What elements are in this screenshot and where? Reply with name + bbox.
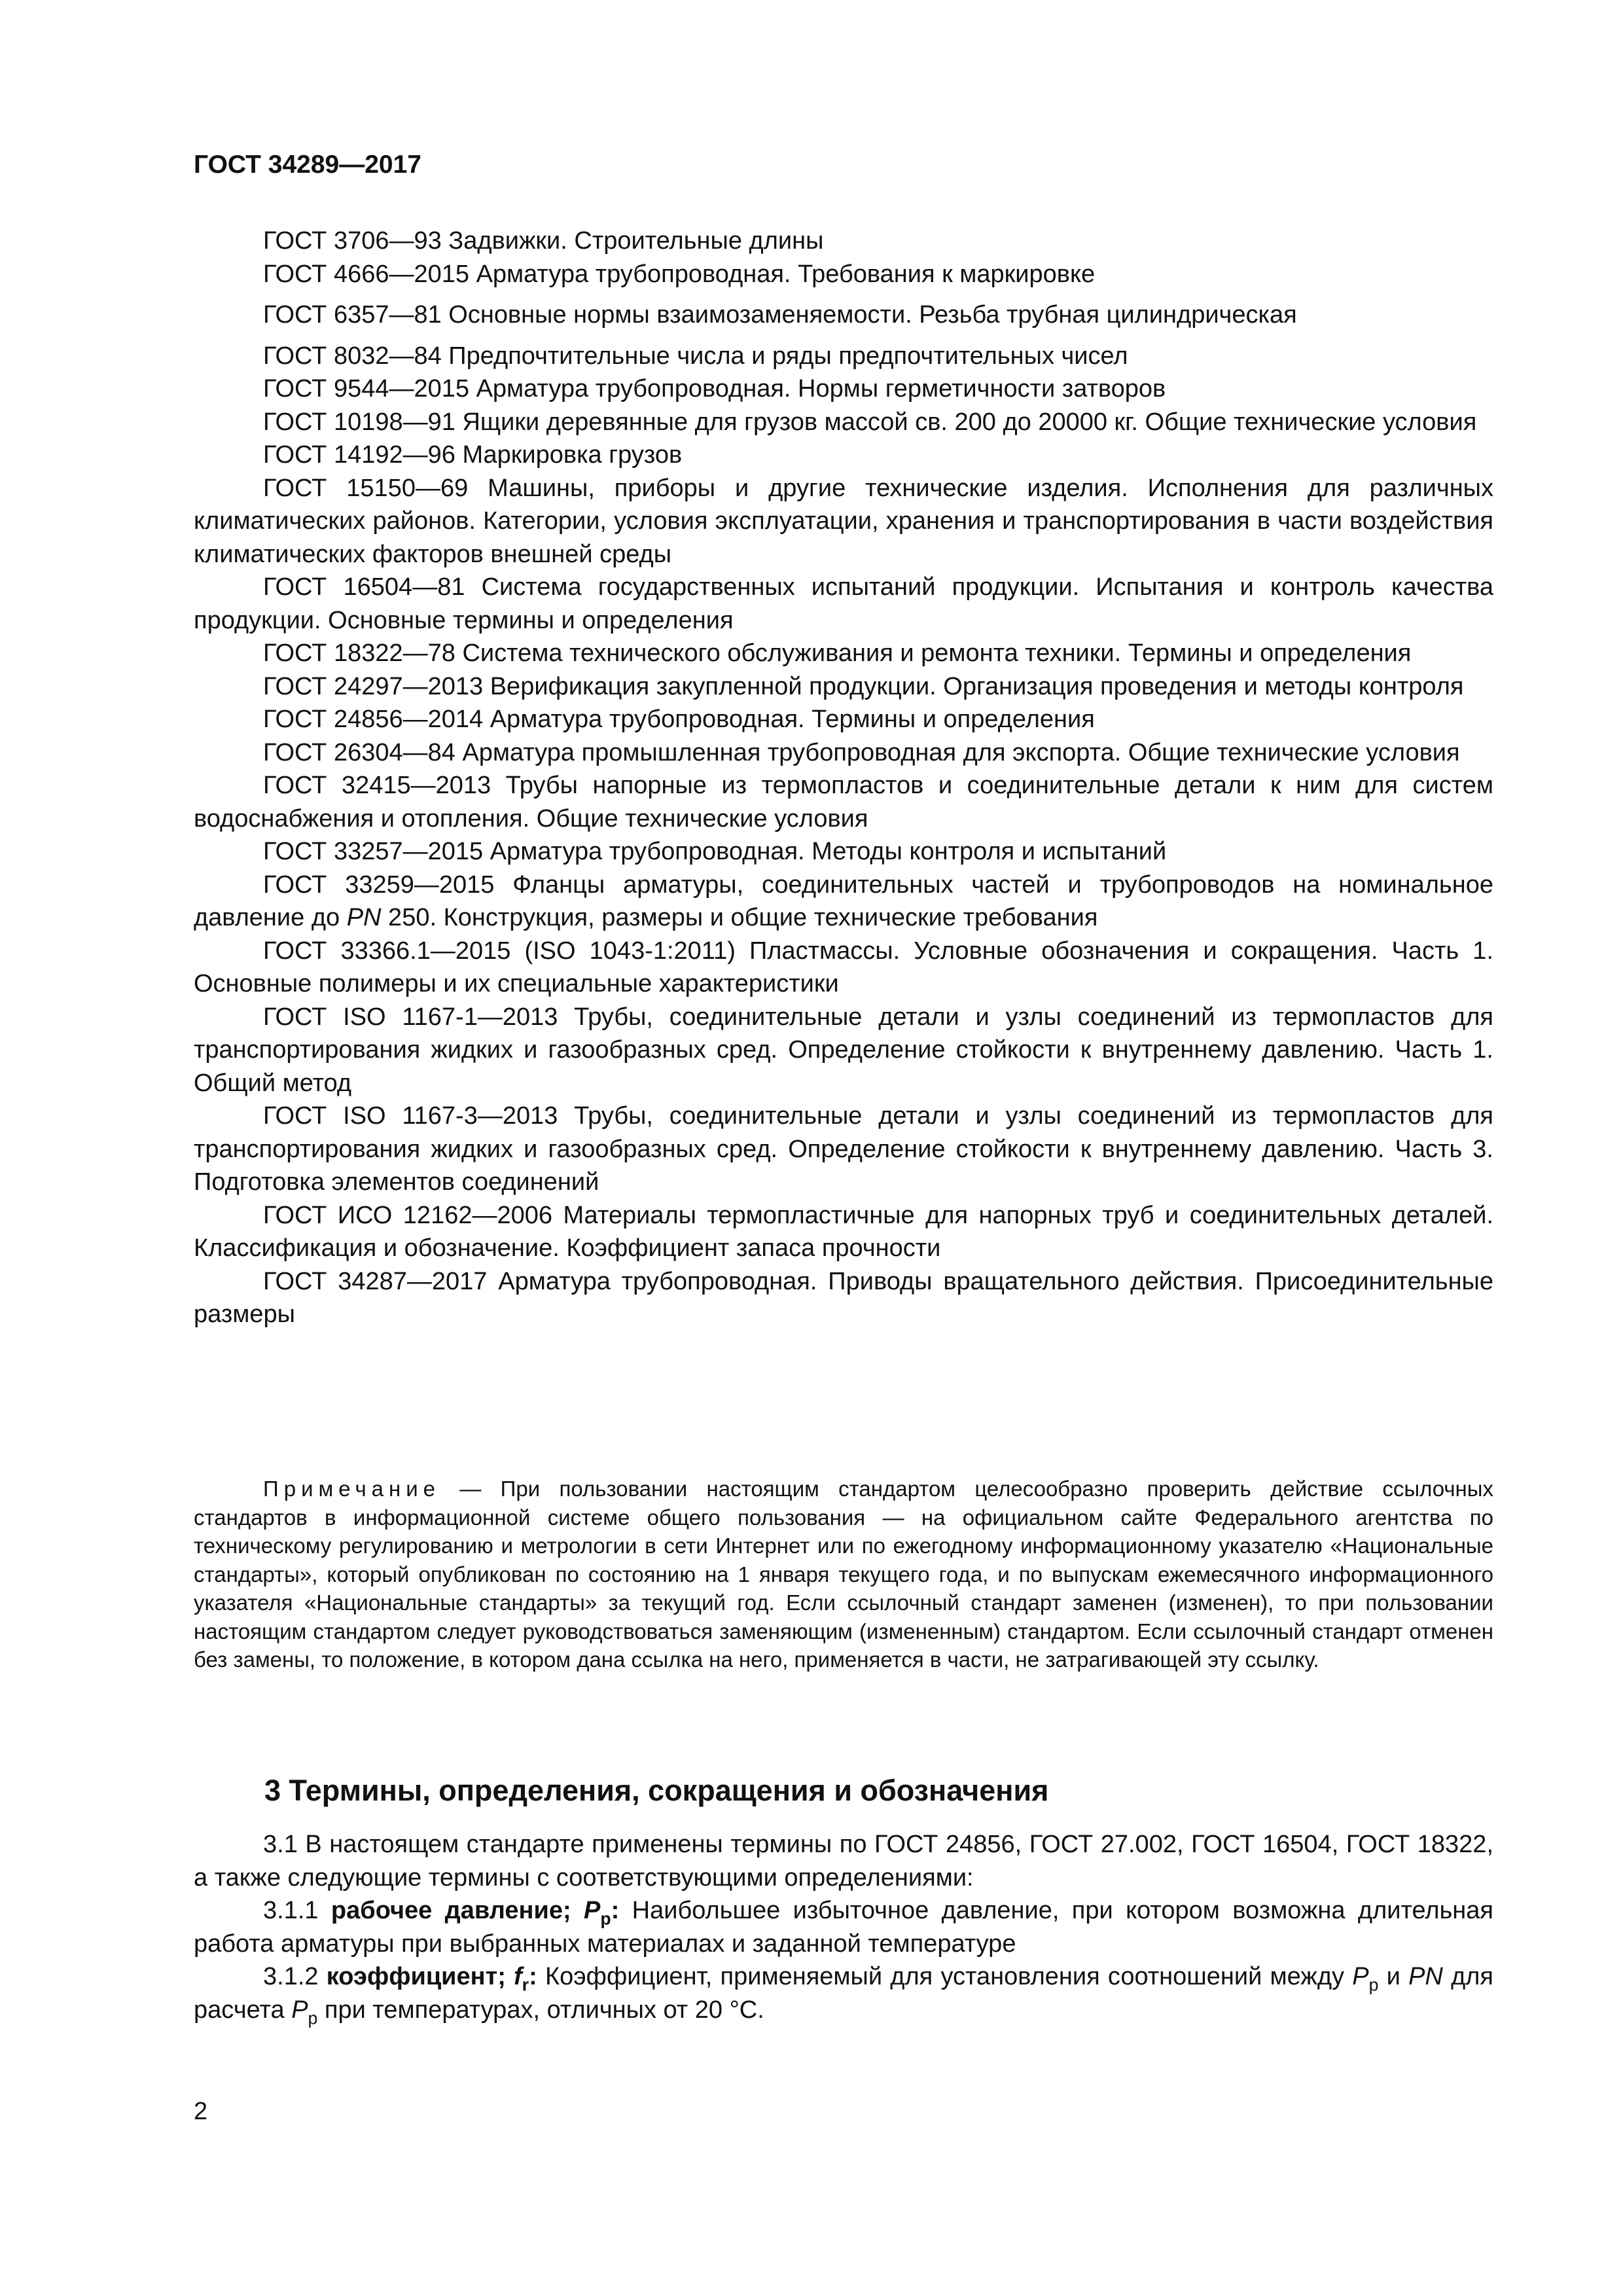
pn-symbol: PN: [346, 904, 382, 931]
note-text: — При пользовании настоящим стандартом целесообразно проверить действие ссылочных стандартов в информационной системе общего пользования — на официальном сайте Федерального агентства по техническому регулированию и метрологии в сети Интернет или по ежегодному информационному указателю «Национальные стандарты», который опубликован по состоянию на 1 января текущего года, и по выпускам ежемесячного информационного указателя «Национальные стандарты» за текущий год. Если ссылочный стандарт заменен (изменен), то при пользовании настоящим стандартом следует руководствоваться заменяющим (измененным) стандартом. Если ссылочный стандарт отменен без замены, то положение, в котором дана ссылка на него, применяется в части, не затрагивающей эту ссылку.: [194, 1477, 1493, 1672]
pressure-symbol: P: [1352, 1963, 1369, 1990]
term-name: [326, 1963, 537, 1995]
reference-item: ГОСТ 26304—84 Арматура промышленная трубопроводная для экспорта. Общие технические условия: [263, 738, 1460, 766]
terms-section-body: [194, 1828, 1493, 2026]
term-symbol-subscript: r: [522, 1975, 529, 1995]
normative-references-list: [194, 224, 1493, 1331]
term-definition: для расчета: [194, 1963, 1494, 2024]
reference-item: ГОСТ 32415—2013 Трубы напорные из термопластов и соединительные детали к ним для систем водоснабжения и отопления. Общие технические условия: [194, 772, 1493, 833]
reference-item: ГОСТ ISO 1167-3—2013 Трубы, соединительные детали и узлы соединений из термопластов для транспортирования жидких и газообразных сред. Определение стойкости к внутреннему давлению. Часть 3. Подготовка элементов соединений: [194, 1102, 1493, 1196]
reference-item: ГОСТ 33257—2015 Арматура трубопроводная. Методы контроля и испытаний: [263, 838, 1167, 865]
reference-item: ГОСТ 34287—2017 Арматура трубопроводная. Приводы вращательного действия. Присоединительные размеры: [194, 1267, 1493, 1328]
reference-item: ГОСТ 9544—2015 Арматура трубопроводная. Нормы герметичности затворов: [263, 375, 1166, 403]
term-symbol: f: [514, 1963, 522, 1990]
note-label: Примечание: [263, 1477, 441, 1501]
term-symbol: P: [584, 1897, 601, 1924]
pressure-subscript: р: [1368, 1975, 1379, 1995]
term-colon: :: [611, 1897, 620, 1924]
reference-item: ГОСТ 14192—96 Маркировка грузов: [263, 441, 683, 469]
term-colon: :: [529, 1963, 537, 1990]
reference-item: ГОСТ 6357—81 Основные нормы взаимозаменяемости. Резьба трубная цилиндрическая: [263, 301, 1297, 329]
reference-item: ГОСТ 10198—91 Ящики деревянные для грузов массой св. 200 до 20000 кг. Общие технические условия: [263, 408, 1477, 436]
document-header-code: ГОСТ 34289—2017: [194, 151, 421, 179]
term-number: 3.1.1: [263, 1897, 331, 1924]
pressure-subscript: р: [308, 2007, 318, 2028]
term-definition: при температурах, отличных от 20 °С.: [317, 1996, 764, 2024]
reference-item: ГОСТ 3706—93 Задвижки. Строительные длины: [263, 227, 824, 255]
reference-item: ГОСТ 18322—78 Система технического обслуживания и ремонта техники. Термины и определения: [263, 639, 1412, 667]
term-symbol-subscript: р: [600, 1909, 611, 1929]
reference-item: ГОСТ 33366.1—2015 (ISO 1043-1:2011) Пластмассы. Условные обозначения и сокращения. Часть 1. Основные полимеры и их специальные характеристики: [194, 937, 1493, 997]
reference-item: ГОСТ ISO 1167-1—2013 Трубы, соединительные детали и узлы соединений из термопластов для транспортирования жидких и газообразных сред. Определение стойкости к внутреннему давлению. Часть 1. Общий метод: [194, 1003, 1493, 1097]
term-number: 3.1.2: [263, 1963, 327, 1990]
term-definition: Коэффициент, применяемый для установления соотношений между: [537, 1963, 1353, 1990]
term-label: рабочее давление;: [330, 1897, 584, 1924]
term-3-1-2: [194, 1960, 1493, 2026]
term-definition: и: [1378, 1963, 1409, 1990]
reference-item: ГОСТ 4666—2015 Арматура трубопроводная. Требования к маркировке: [263, 260, 1096, 288]
reference-item: ГОСТ 16504—81 Система государственных испытаний продукции. Испытания и контроль качества продукции. Основные термины и определения: [194, 573, 1493, 634]
reference-item: ГОСТ 24297—2013 Верификация закупленной продукции. Организация проведения и методы контроля: [263, 672, 1464, 700]
reference-item: ГОСТ 8032—84 Предпочтительные числа и ряды предпочтительных чисел: [263, 342, 1128, 370]
reference-item: ГОСТ 15150—69 Машины, приборы и другие технические изделия. Исполнения для различных климатических районов. Категории, условия эксплуатации, хранения и транспортирования в части воздействия климатических факторов внешней среды: [194, 474, 1493, 568]
reference-text-part: ГОСТ 33259—2015 Фланцы арматуры, соединительных частей и трубопроводов на номинальное давление до: [194, 870, 1493, 931]
pn-symbol: PN: [1408, 1963, 1443, 1990]
paragraph-3-1: 3.1 В настоящем стандарте применены термины по ГОСТ 24856, ГОСТ 27.002, ГОСТ 16504, ГОСТ 18322, а также следующие термины с соответствующими определениями:: [194, 1831, 1493, 1892]
note-block: [194, 1475, 1493, 1674]
term-name: [330, 1897, 620, 1929]
reference-item: ГОСТ ИСО 12162—2006 Материалы термопластичные для напорных труб и соединительных деталей. Классификация и обозначение. Коэффициент запаса прочности: [194, 1201, 1493, 1262]
term-definition: Наибольшее избыточное давление, при котором возможна длительная работа арматуры при выбранных материалах и заданной температуре: [194, 1897, 1493, 1958]
reference-text-part: 250. Конструкция, размеры и общие технические требования: [381, 904, 1098, 931]
reference-item: ГОСТ 24856—2014 Арматура трубопроводная. Термины и определения: [263, 706, 1095, 733]
term-label: коэффициент;: [326, 1963, 514, 1990]
pressure-symbol: P: [291, 1996, 308, 2024]
note-paragraph: [194, 1475, 1493, 1674]
reference-item: [194, 869, 1493, 935]
page-number: 2: [194, 2098, 208, 2125]
term-3-1-1: [194, 1894, 1493, 1960]
section-heading: 3 Термины, определения, сокращения и обозначения: [264, 1774, 1049, 1807]
